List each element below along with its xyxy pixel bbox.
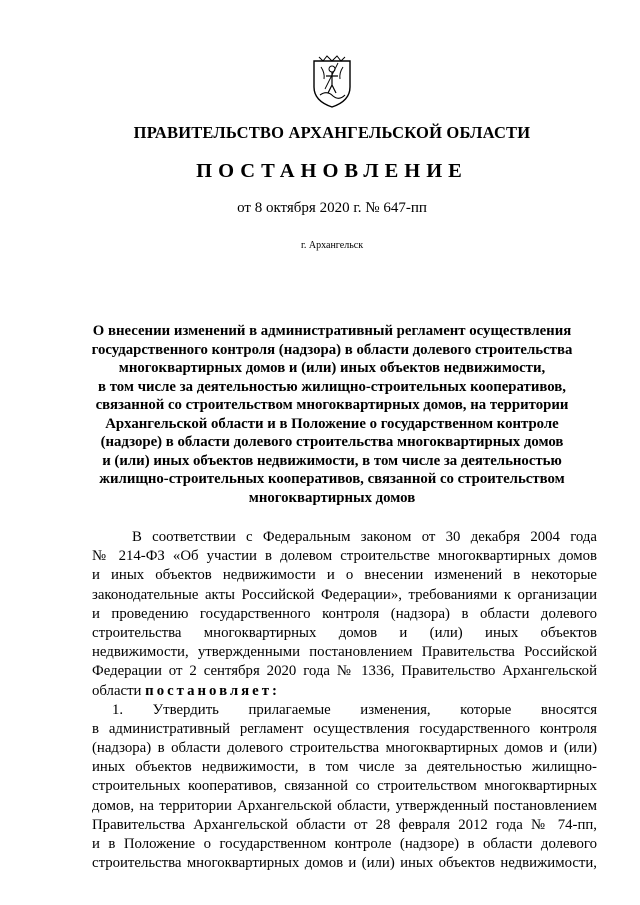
resolution-colon: : <box>272 682 280 699</box>
title-line: жилищно-строительных кооперативов, связанной со строительством <box>99 471 565 487</box>
title-line: многоквартирных домов <box>248 489 416 506</box>
body-line: В соответствии с Федеральным законом от 30 декабря 2004 года <box>132 529 597 545</box>
document-title <box>80 322 584 507</box>
body-line: (надзора) в области долевого строительства многоквартирных домов и (или) <box>92 740 597 757</box>
body-line: строительства многоквартирных домов и (или) иных объектов <box>92 624 597 641</box>
title-line: многоквартирных домов и (или) иных объектов недвижимости, <box>118 360 546 376</box>
title-line: О внесении изменений в административный регламент осуществления <box>92 323 572 339</box>
body-line-resolution <box>92 682 597 701</box>
body-line: и проведению государственного контроля (надзора) в области долевого <box>92 605 597 622</box>
title-line: связанной со строительством многоквартирных домов, на территории <box>95 397 569 413</box>
title-line: и (или) иных объектов недвижимости, в том числе за деятельностью <box>102 452 562 469</box>
resolution-prefix: области <box>92 682 146 699</box>
body-line: строительных кооперативов, связанной со строительством многоквартирных <box>92 778 597 795</box>
archangel-coat-of-arms-icon <box>311 55 353 109</box>
body-line: Правительства Архангельской области от 28 февраля 2012 года № 74-пп, <box>92 816 597 833</box>
document-date-number: от 8 октября 2020 г. № 647-пп <box>237 200 427 216</box>
body-line: Федерации от 2 сентября 2020 года № 1336, Правительство Архангельской <box>92 663 597 680</box>
body-line: и в Положение о государственном контроле (надзоре) в области долевого <box>92 836 597 852</box>
organization-name: ПРАВИТЕЛЬСТВО АРХАНГЕЛЬСКОЙ ОБЛАСТИ <box>133 123 531 142</box>
body-line: недвижимости, утвержденными постановлением Правительства Российской <box>92 644 597 661</box>
title-line: в том числе за деятельностью жилищно-строительных кооперативов, <box>98 378 566 395</box>
title-line: (надзоре) в области долевого строительства многоквартирных домов <box>100 434 564 450</box>
body-line: иных объектов недвижимости, в том числе за деятельностью жилищно- <box>92 759 597 776</box>
body-line: 1. Утвердить прилагаемые изменения, которые вносятся <box>112 701 597 718</box>
body-line: № 214-ФЗ «Об участии в долевом строительстве многоквартирных домов <box>92 548 597 565</box>
title-line: государственного контроля (надзора) в области долевого строительства <box>91 341 573 358</box>
document-city: г. Архангельск <box>300 240 364 251</box>
document-type: ПОСТАНОВЛЕНИЕ <box>196 160 468 182</box>
body-line: и иных объектов недвижимости и о внесении изменений в некоторые <box>92 567 597 584</box>
resolution-keyword: постановляет <box>145 682 273 699</box>
body-line: законодательные акты Российской Федерации», требованиями к организации <box>92 586 597 603</box>
title-line: Архангельской области и в Положение о государственном контроле <box>105 415 559 432</box>
body-line: в административный регламент осуществления государственного контроля <box>92 720 597 737</box>
body-line: домов, на территории Архангельской области, утвержденный постановлением <box>92 797 597 814</box>
document-body <box>92 528 597 873</box>
body-line: строительства многоквартирных домов и (или) иных объектов недвижимости, <box>92 855 597 872</box>
